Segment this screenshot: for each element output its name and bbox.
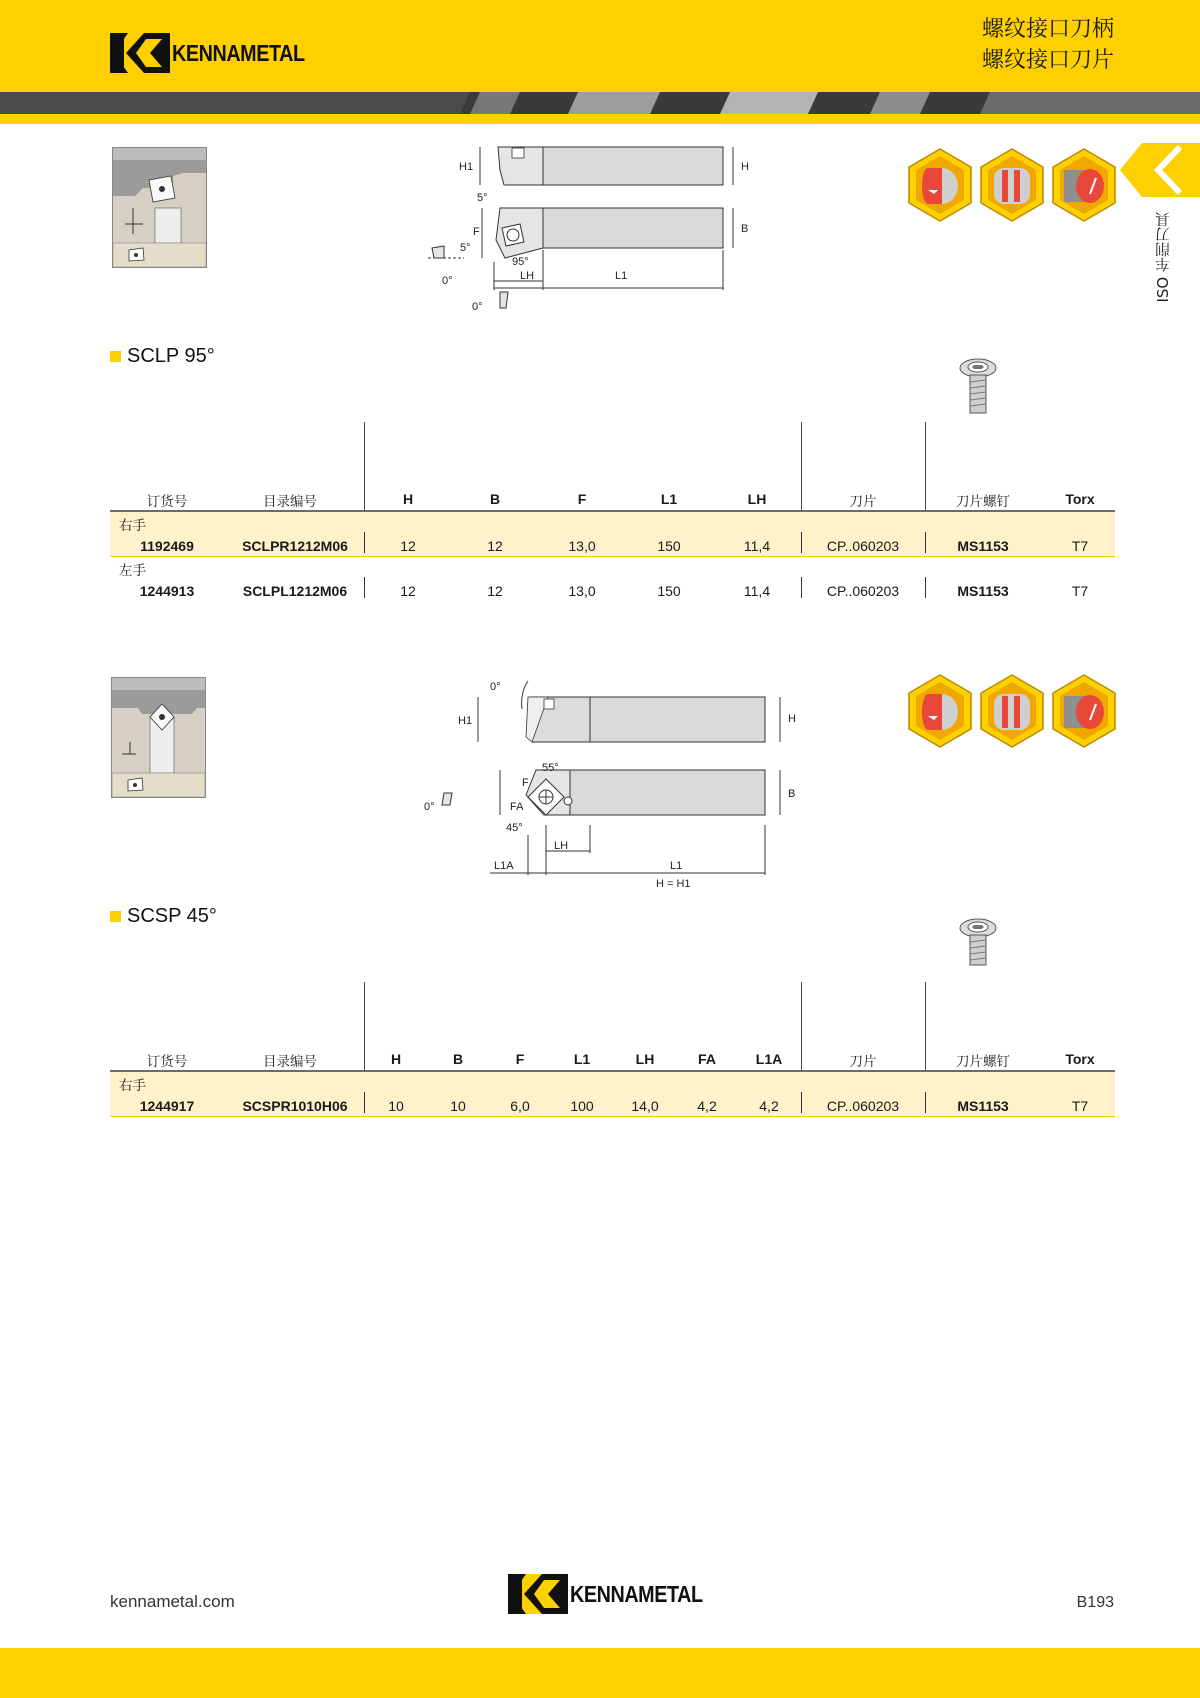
kennametal-k-icon: [508, 1574, 568, 1614]
col-insert-screw: 刀片螺钉: [956, 1054, 1010, 1070]
table-row: [110, 512, 1115, 557]
table-row: [110, 1072, 1115, 1117]
section-title-sclp: [110, 345, 215, 368]
cell-b: 10: [450, 1098, 466, 1114]
col-lh: LH: [747, 491, 767, 507]
col-torx: Torx: [1065, 1051, 1095, 1067]
tool-thumbnail-scsp: [111, 677, 206, 798]
cell-screw: MS1153: [957, 583, 1009, 599]
cell-h: 12: [400, 538, 416, 554]
col-l1: L1: [660, 491, 678, 507]
col-insert: 刀片: [849, 1054, 877, 1070]
thread-turning-icon: [980, 674, 1044, 748]
footer-website-link[interactable]: kennametal.com: [110, 1592, 235, 1611]
external-turning-icon: [908, 674, 972, 748]
cell-insert: CP..060203: [826, 583, 900, 599]
dim-b-label: B: [788, 788, 796, 800]
cell-f: 13,0: [568, 583, 596, 599]
cell-l1a: 4,2: [759, 1098, 779, 1114]
external-turning-icon: [908, 148, 972, 222]
dim-lh-label: LH: [554, 840, 569, 852]
application-icons-sclp: [908, 148, 1116, 222]
col-l1: L1: [573, 1051, 591, 1067]
cell-torx: T7: [1071, 538, 1089, 554]
page-header: [0, 0, 1200, 92]
cell-order: 1244917: [139, 1098, 195, 1114]
dim-fa-label: FA: [510, 801, 524, 813]
angle-55-label: 55°: [542, 762, 559, 774]
cell-lh: 11,4: [743, 538, 771, 554]
dim-h1-label: H1: [458, 715, 473, 727]
angle-95-label: 95°: [512, 256, 529, 268]
col-lh: LH: [635, 1051, 655, 1067]
cell-catalog: SCLPR1212M06: [242, 538, 348, 554]
col-torx: Torx: [1065, 491, 1095, 507]
cell-torx: T7: [1071, 583, 1089, 599]
section-title-scsp: [110, 905, 217, 928]
thread-turning-icon: [980, 148, 1044, 222]
page-title-line1: 螺纹接口刀柄: [981, 17, 1114, 42]
dim-b-label: B: [741, 223, 749, 235]
angle-0a-label: 0°: [490, 681, 501, 693]
col-catalog-number: 目录编号: [263, 494, 317, 510]
section-marker: [110, 351, 121, 362]
chapter-label: ISO 车削刀具: [1154, 212, 1172, 303]
section-title-text: SCLP 95°: [127, 345, 215, 367]
col-b: B: [489, 491, 501, 507]
angle-5a-label: 5°: [477, 192, 488, 204]
dim-l1-label: L1: [670, 860, 683, 872]
dim-lh-label: LH: [520, 270, 535, 282]
footer-logo-text: KENNAMETAL: [570, 1580, 703, 1607]
page-title-line2: 螺纹接口刀片: [981, 48, 1114, 73]
insert-screw-icon: [958, 358, 998, 418]
header-stripe: [0, 92, 1200, 114]
cell-f: 13,0: [568, 538, 596, 554]
angle-5b-label: 5°: [460, 242, 471, 254]
dim-h-label: H: [741, 161, 749, 173]
cell-h: 12: [400, 583, 416, 599]
row-hand-label: 左手: [119, 563, 146, 579]
cell-fa: 4,2: [697, 1098, 717, 1114]
col-h: H: [402, 491, 414, 507]
brand-logo-text: KENNAMETAL: [172, 39, 305, 66]
footer-yellow-bar: [0, 1648, 1200, 1698]
dim-h1-label: H1: [459, 161, 474, 173]
cell-insert: CP..060203: [826, 1098, 900, 1114]
col-f: F: [577, 491, 587, 507]
cell-screw: MS1153: [957, 1098, 1009, 1114]
application-icons-scsp: [908, 674, 1116, 748]
col-l1a: L1A: [755, 1051, 783, 1067]
cell-screw: MS1153: [957, 538, 1009, 554]
col-order-number: 订货号: [146, 494, 188, 510]
cell-lh: 11,4: [743, 583, 771, 599]
cell-torx: T7: [1071, 1098, 1089, 1114]
cell-catalog: SCLPL1212M06: [242, 583, 348, 599]
angle-0a-label: 0°: [442, 275, 453, 287]
product-table-sclp: [110, 420, 1115, 610]
col-insert: 刀片: [849, 494, 877, 510]
section-marker: [110, 911, 121, 922]
chapter-tab-icon: [1120, 143, 1200, 197]
header-yellow-band: [0, 114, 1200, 124]
insert-screw-icon: [958, 918, 998, 978]
footer-brand-logo: [508, 1574, 724, 1614]
cell-l1: 100: [570, 1098, 594, 1114]
brand-logo: [110, 33, 326, 73]
dim-h-label: H: [788, 713, 796, 725]
angle-45-label: 45°: [506, 822, 523, 834]
col-insert-screw: 刀片螺钉: [956, 494, 1010, 510]
product-table-scsp: [110, 980, 1115, 1120]
row-hand-label: 右手: [119, 1078, 146, 1094]
cell-h: 10: [388, 1098, 404, 1114]
page-number: B193: [1076, 1594, 1114, 1611]
col-b: B: [452, 1051, 464, 1067]
cell-catalog: SCSPR1010H06: [242, 1098, 348, 1114]
row-hand-label: 右手: [119, 518, 146, 534]
cell-l1: 150: [657, 583, 681, 599]
cell-insert: CP..060203: [826, 538, 900, 554]
dim-f-label: F: [473, 226, 480, 238]
col-fa: FA: [698, 1051, 716, 1067]
page-title: [982, 14, 1114, 76]
angle-0b-label: 0°: [472, 301, 483, 313]
tool-thumbnail-sclp: [112, 147, 207, 268]
tool-dimension-diagram-scsp: [420, 675, 840, 895]
cell-lh: 14,0: [631, 1098, 659, 1114]
dim-f-label: F: [522, 777, 529, 789]
dim-l1-label: L1: [615, 270, 628, 282]
cell-order: 1244913: [139, 583, 195, 599]
col-h: H: [390, 1051, 402, 1067]
tool-dimension-diagram-sclp: [420, 140, 750, 320]
cell-f: 6,0: [510, 1098, 530, 1114]
dim-l1a-label: L1A: [494, 860, 514, 872]
cell-l1: 150: [657, 538, 681, 554]
cell-order: 1192469: [140, 538, 194, 554]
col-f: F: [515, 1051, 525, 1067]
dim-h-equals-h1-label: H = H1: [656, 878, 691, 890]
col-catalog-number: 目录编号: [263, 1054, 317, 1070]
kennametal-k-icon: [110, 33, 170, 73]
cell-b: 12: [487, 538, 503, 554]
table-row: [110, 557, 1115, 602]
section-title-text: SCSP 45°: [127, 905, 217, 927]
facing-icon: [1052, 674, 1116, 748]
col-order-number: 订货号: [146, 1054, 188, 1070]
cell-b: 12: [487, 583, 503, 599]
facing-icon: [1052, 148, 1116, 222]
angle-0b-label: 0°: [424, 801, 435, 813]
